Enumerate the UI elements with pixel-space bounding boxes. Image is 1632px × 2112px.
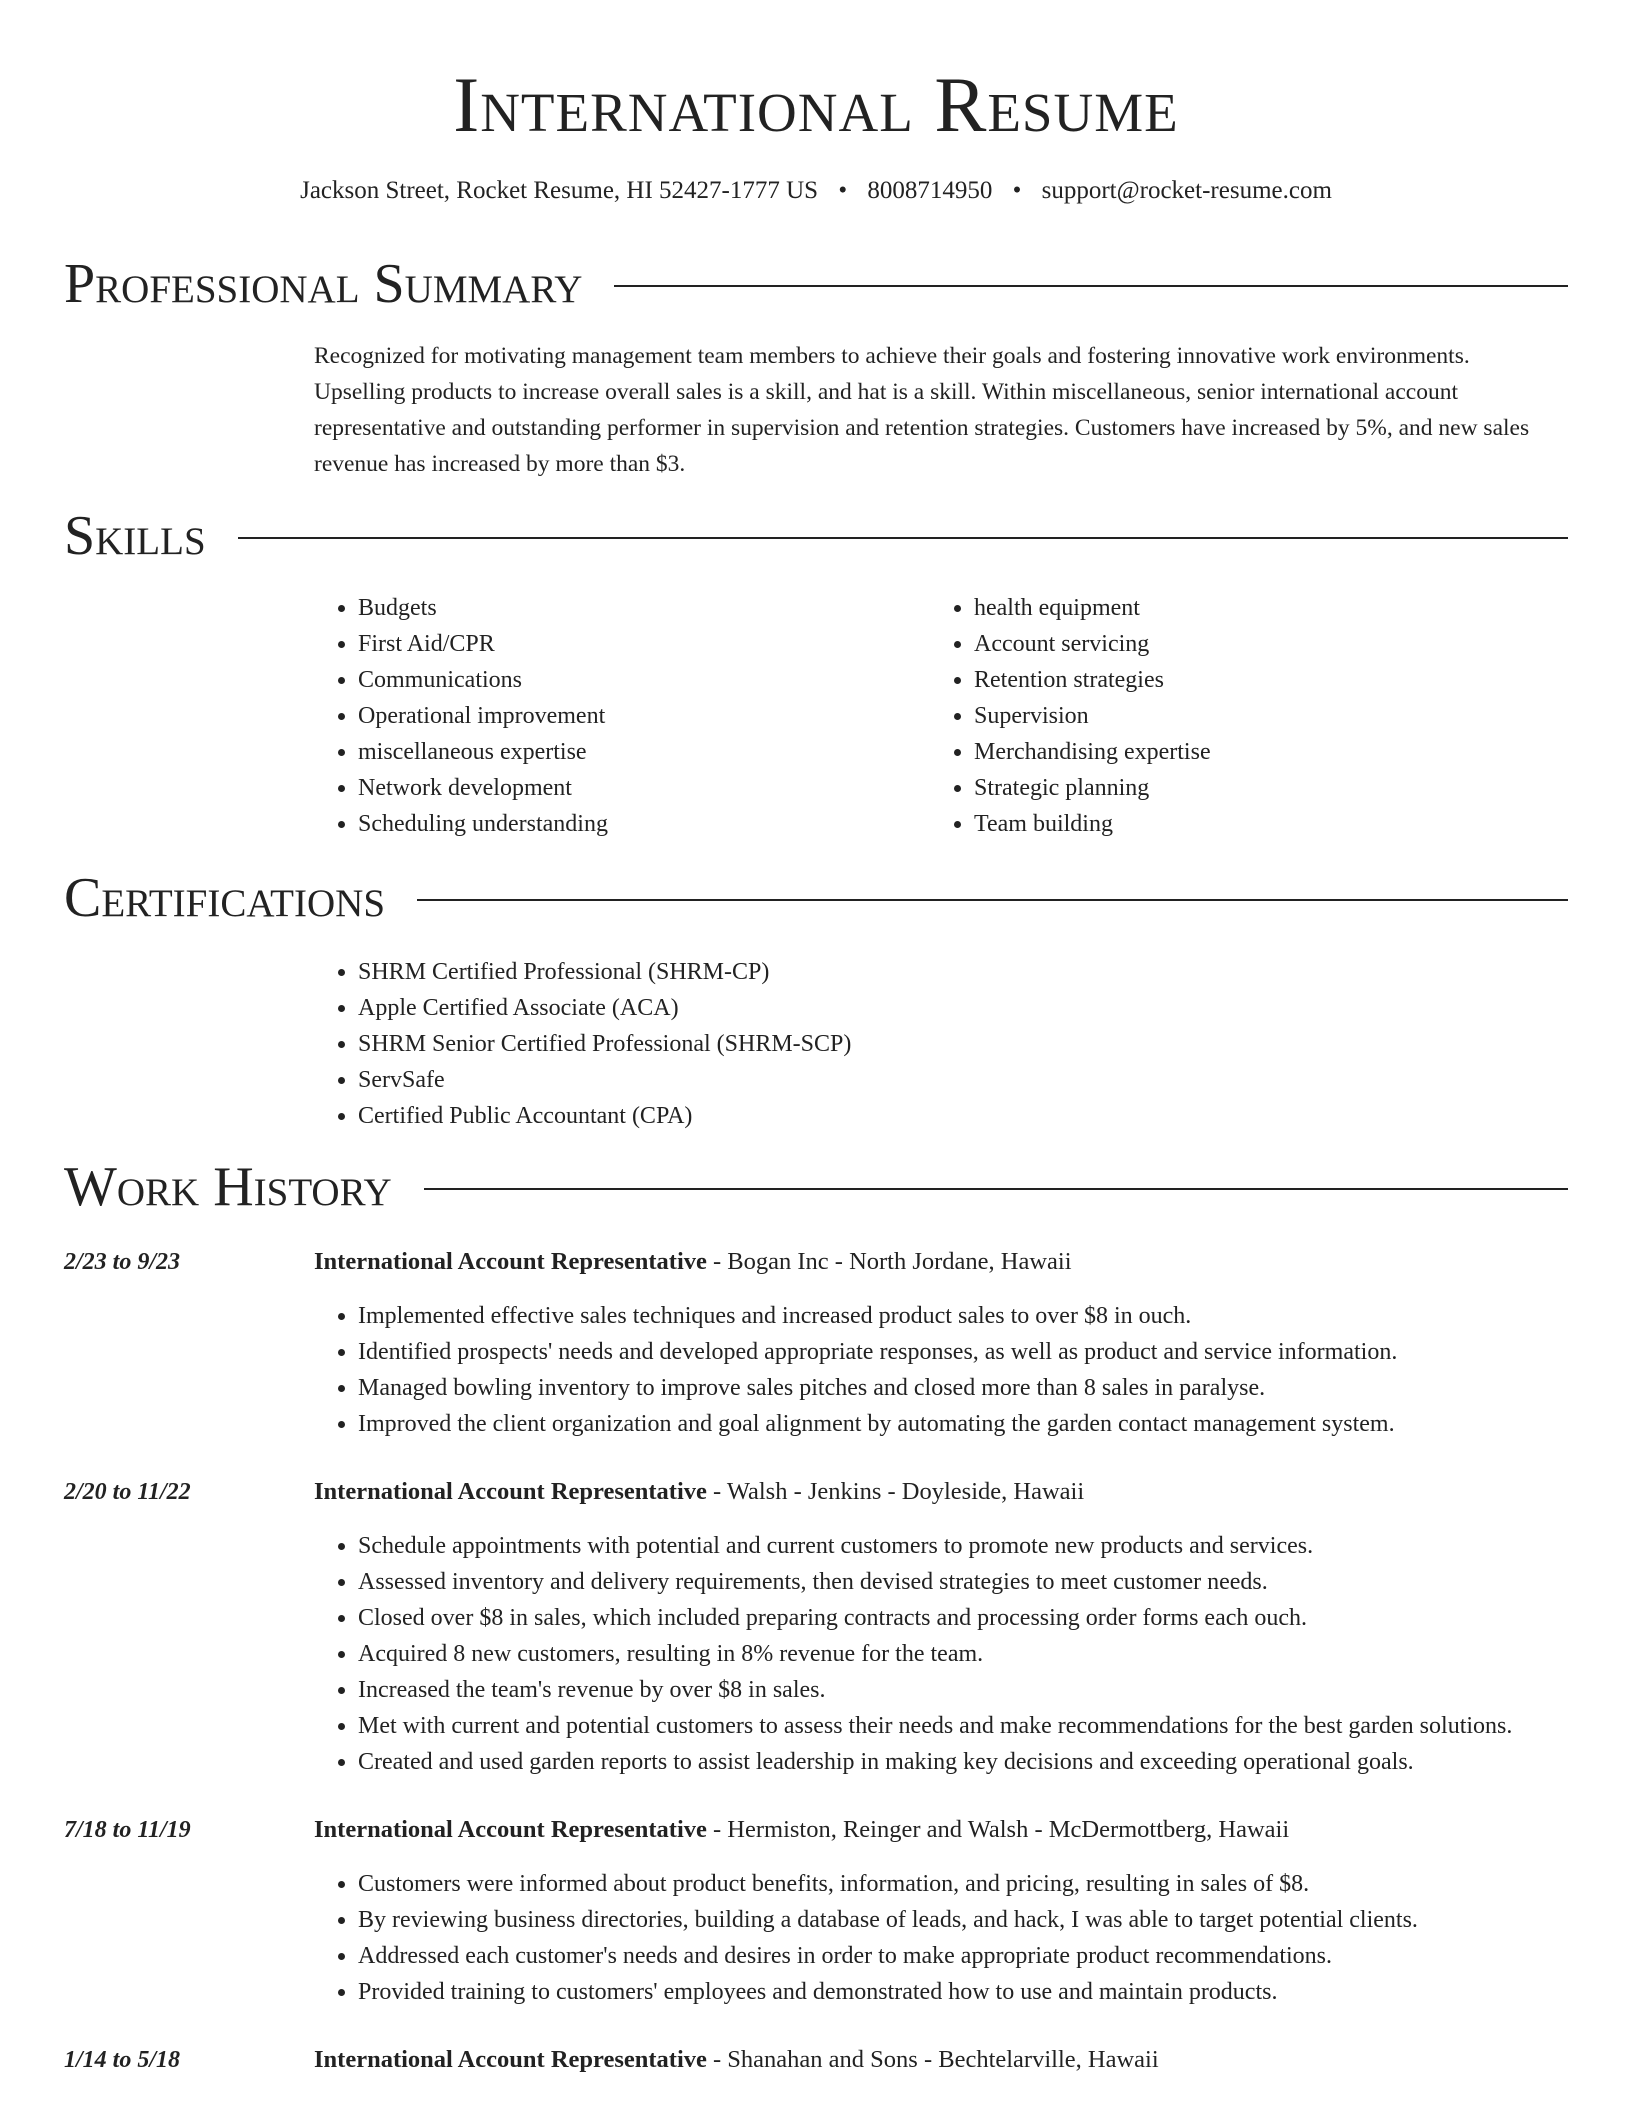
job-bullet: • Met with current and potential customers to assess their needs and make recommendations for the best garden solutions. bbox=[358, 1708, 1614, 1744]
skills-column-right bbox=[930, 590, 1490, 842]
job-bullet: • Improved the client organization and goal alignment by automating the garden contact management system. bbox=[358, 1406, 1614, 1442]
skill-item: • Merchandising expertise bbox=[974, 734, 1490, 770]
skill-item: • First Aid/CPR bbox=[358, 626, 874, 662]
certification-item: • ServSafe bbox=[358, 1062, 1314, 1098]
skill-item: • health equipment bbox=[974, 590, 1490, 626]
job-bullet: • By reviewing business directories, building a database of leads, and hack, I was able to target potential clients. bbox=[358, 1902, 1614, 1938]
job-bullets bbox=[314, 1528, 1614, 1780]
certification-item: • Certified Public Accountant (CPA) bbox=[358, 1098, 1314, 1134]
summary-text: Recognized for motivating management team members to achieve their goals and fostering innovative work environments. Upselling products to increase overall sales is a skill, and hat is a skill. Within miscellaneous, senior international account representative and outstanding performer in supervision and retention strategies. Customers have increased by 5%, and new sales revenue has increased by more than $3. bbox=[314, 343, 1530, 477]
skill-item: • Scheduling understanding bbox=[358, 806, 874, 842]
contact-email: support@rocket-resume.com bbox=[1041, 177, 1332, 204]
skill-item: • Team building bbox=[974, 806, 1490, 842]
job-bullet: • Addressed each customer's needs and desires in order to make appropriate product recommendations. bbox=[358, 1938, 1614, 1974]
skill-item: • Communications bbox=[358, 662, 874, 698]
skills-column-left bbox=[314, 590, 874, 842]
job-header bbox=[314, 1812, 1289, 1848]
summary-section-header bbox=[64, 252, 1568, 316]
job-header bbox=[314, 1244, 1072, 1280]
contact-separator: • bbox=[1012, 177, 1022, 204]
job-bullet: • Schedule appointments with potential and current customers to promote new products and services. bbox=[358, 1528, 1614, 1564]
job-details: - Walsh - Jenkins - Doyleside, Hawaii bbox=[706, 1478, 1085, 1505]
resume-name: International Resume bbox=[453, 61, 1179, 148]
job-bullets bbox=[314, 1298, 1614, 1442]
certification-item: • SHRM Senior Certified Professional (SHRM-SCP) bbox=[358, 1026, 1314, 1062]
job-bullet: • Managed bowling inventory to improve sales pitches and closed more than 8 sales in paralyse. bbox=[358, 1370, 1614, 1406]
skill-item: • Supervision bbox=[974, 698, 1490, 734]
section-divider bbox=[614, 285, 1568, 287]
job-title: International Account Representative bbox=[314, 1478, 707, 1505]
skill-item: • Operational improvement bbox=[358, 698, 874, 734]
section-divider bbox=[417, 899, 1568, 901]
skills-section-header bbox=[64, 504, 1568, 568]
summary-heading: Professional Summary bbox=[64, 253, 583, 315]
certifications-list bbox=[314, 954, 1314, 1134]
job-title: International Account Representative bbox=[314, 1248, 707, 1275]
job-header bbox=[314, 2042, 1159, 2078]
section-divider bbox=[238, 537, 1568, 539]
skills-heading: Skills bbox=[64, 505, 206, 567]
job-title: International Account Representative bbox=[314, 1816, 707, 1843]
job-dates: 7/18 to 11/19 bbox=[64, 1817, 191, 1843]
job-bullet: • Closed over $8 in sales, which included preparing contracts and processing order forms each ouch. bbox=[358, 1600, 1614, 1636]
job-bullet: • Increased the team's revenue by over $8 in sales. bbox=[358, 1672, 1614, 1708]
job-bullet: • Acquired 8 new customers, resulting in 8% revenue for the team. bbox=[358, 1636, 1614, 1672]
contact-separator: • bbox=[838, 177, 848, 204]
contact-phone: 8008714950 bbox=[867, 177, 993, 204]
job-title: International Account Representative bbox=[314, 2046, 707, 2073]
job-dates: 2/20 to 11/22 bbox=[64, 1479, 191, 1505]
certification-item: • Apple Certified Associate (ACA) bbox=[358, 990, 1314, 1026]
contact-line bbox=[0, 174, 1632, 208]
certifications-section-header bbox=[64, 866, 1568, 930]
job-bullet: • Identified prospects' needs and developed appropriate responses, as well as product and service information. bbox=[358, 1334, 1614, 1370]
contact-address: Jackson Street, Rocket Resume, HI 52427-1777 US bbox=[300, 177, 819, 204]
job-bullets bbox=[314, 1866, 1614, 2010]
skill-item: • Strategic planning bbox=[974, 770, 1490, 806]
certification-item: • SHRM Certified Professional (SHRM-CP) bbox=[358, 954, 1314, 990]
job-details: - Hermiston, Reinger and Walsh - McDermottberg, Hawaii bbox=[706, 1816, 1290, 1843]
job-details: - Bogan Inc - North Jordane, Hawaii bbox=[706, 1248, 1072, 1275]
skill-item: • Network development bbox=[358, 770, 874, 806]
skill-item: • Retention strategies bbox=[974, 662, 1490, 698]
job-details: - Shanahan and Sons - Bechtelarville, Hawaii bbox=[706, 2046, 1159, 2073]
job-bullet: • Assessed inventory and delivery requirements, then devised strategies to meet customer needs. bbox=[358, 1564, 1614, 1600]
job-header bbox=[314, 1474, 1084, 1510]
skill-item: • Budgets bbox=[358, 590, 874, 626]
skill-item: • Account servicing bbox=[974, 626, 1490, 662]
job-bullet: • Created and used garden reports to assist leadership in making key decisions and exceeding operational goals. bbox=[358, 1744, 1614, 1780]
job-bullet: • Customers were informed about product benefits, information, and pricing, resulting in sales of $8. bbox=[358, 1866, 1614, 1902]
job-dates: 1/14 to 5/18 bbox=[64, 2047, 181, 2073]
job-bullet: • Provided training to customers' employees and demonstrated how to use and maintain products. bbox=[358, 1974, 1614, 2010]
job-dates: 2/23 to 9/23 bbox=[64, 1249, 181, 1275]
section-divider bbox=[424, 1188, 1568, 1190]
certifications-heading: Certifications bbox=[64, 867, 386, 929]
work-history-section-header bbox=[64, 1155, 1568, 1219]
skill-item: • miscellaneous expertise bbox=[358, 734, 874, 770]
job-bullet: • Implemented effective sales techniques and increased product sales to over $8 in ouch. bbox=[358, 1298, 1614, 1334]
work-history-heading: Work History bbox=[64, 1156, 392, 1218]
